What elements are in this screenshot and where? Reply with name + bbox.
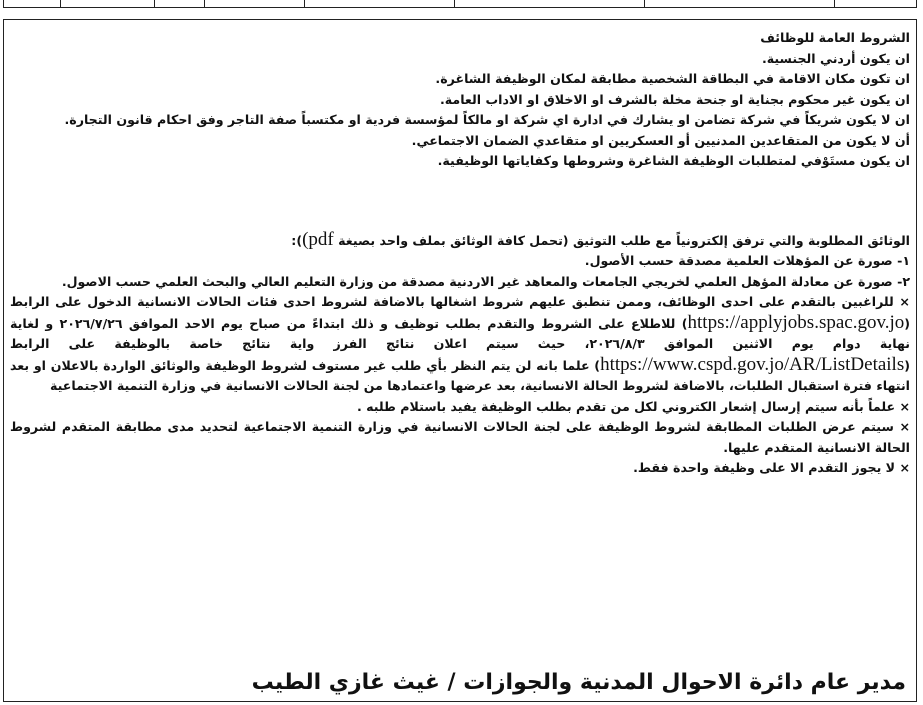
- results-link[interactable]: https://www.cspd.gov.jo/AR/ListDetails: [600, 353, 905, 375]
- announcement-box: [3, 19, 917, 702]
- condition-item: ان يكون مستَوْفي لمتطلبات الوظيفة الشاغرة وشروطها وكفاياتها الوظيفية.: [437, 153, 910, 168]
- condition-item: ان لا يكون شريكاً في شركة تضامن او يشارك في ادارة اي شركة او مالكاً لمؤسسة فردية او مكتسباً صفة التاجر وفق احكام قانون التجارة.: [64, 112, 910, 127]
- note-application: × للراغبين بالتقدم على احدى الوظائف، وممن تنطبق عليهم شروط اشغالها بالاضافة لشروط احدى فئات الحالات الانسانية الدخول على الرابط (https://applyjobs.spac.gov.jo) للاطلاع على الشروط والتقدم بطلب توظيف و ذلك ابتداءً من صباح يوم الاحد الموافق ٢٠٢٦/٧/٢٦ و لغاية نهاية دوام يوم الاثنين الموافق ٢٠٢٦/٨/٣، حيث سيتم اعلان نتائج الفرز واية نتائج خاصة بالوظيفة على الرابط (https://www.cspd.gov.jo/AR/ListDetails) علما بانه لن يتم النظر بأي طلب غير مستوف لشروط الوظيفة والوثائق الواردة بالاعلان او بعد انتهاء فترة استقبال الطلبات، بالاضافة لشروط الحالة الانسانية، بعد عرضها واعتمادها من لجنة الحالات الانسانية في وزارة التنمية الاجتماعية: [10, 294, 911, 393]
- condition-item: أن لا يكون من المتقاعدين المدنيين أو العسكريين او متقاعدي الضمان الاجتماعي.: [411, 132, 910, 148]
- note-committee: × سيتم عرض الطلبات المطابقة لشروط الوظيفة على لجنة الحالات الانسانية في وزارة التنمية الاجتماعية لتحديد مدى مطابقة المتقدم لشروط الحالة الانسانية المتقدم عليها.: [10, 419, 910, 455]
- signature-line: مدير عام دائرة الاحوال المدنية والجوازات / غيث غازي الطيب: [251, 670, 906, 695]
- document-item: ١- صورة عن المؤهلات العلمية مصدقة حسب الأصول.: [584, 253, 910, 268]
- documents-intro: الوثائق المطلوبة والتي ترفق إلكترونياً مع طلب التوثيق (تحمل كافة الوثائق بملف واحد بصيغة (pdf):: [291, 228, 910, 250]
- pdf-format: (pdf: [302, 228, 334, 250]
- note-notification: × علماً بأنه سيتم إرسال إشعار الكتروني لكل من تقدم بطلب الوظيفة يفيد باستلام طلبه .: [356, 398, 910, 414]
- document-item: ٢- صورة عن معادلة المؤهل العلمي لخريجي الجامعات والمعاهد غير الاردنية مصدقة من وزارة التعليم العالي والبحث العلمي حسب الاصول.: [61, 273, 910, 289]
- table-remnant: [3, 0, 917, 8]
- general-conditions-title: الشروط العامة للوظائف: [760, 30, 910, 45]
- condition-item: ان يكون غير محكوم بجناية او جنحة مخلة بالشرف او الاخلاق او الاداب العامة.: [439, 91, 910, 107]
- spacer: [10, 172, 910, 230]
- condition-item: ان يكون أردني الجنسية.: [761, 50, 910, 66]
- note-single-job: × لا يجوز التقدم الا على وظيفة واحدة فقط.: [633, 460, 910, 475]
- announcement-content: [10, 28, 910, 479]
- apply-link[interactable]: https://applyjobs.spac.gov.jo: [687, 311, 905, 333]
- condition-item: ان تكون مكان الاقامة في البطاقة الشخصية مطابقة لمكان الوظيفة الشاغرة.: [435, 71, 910, 86]
